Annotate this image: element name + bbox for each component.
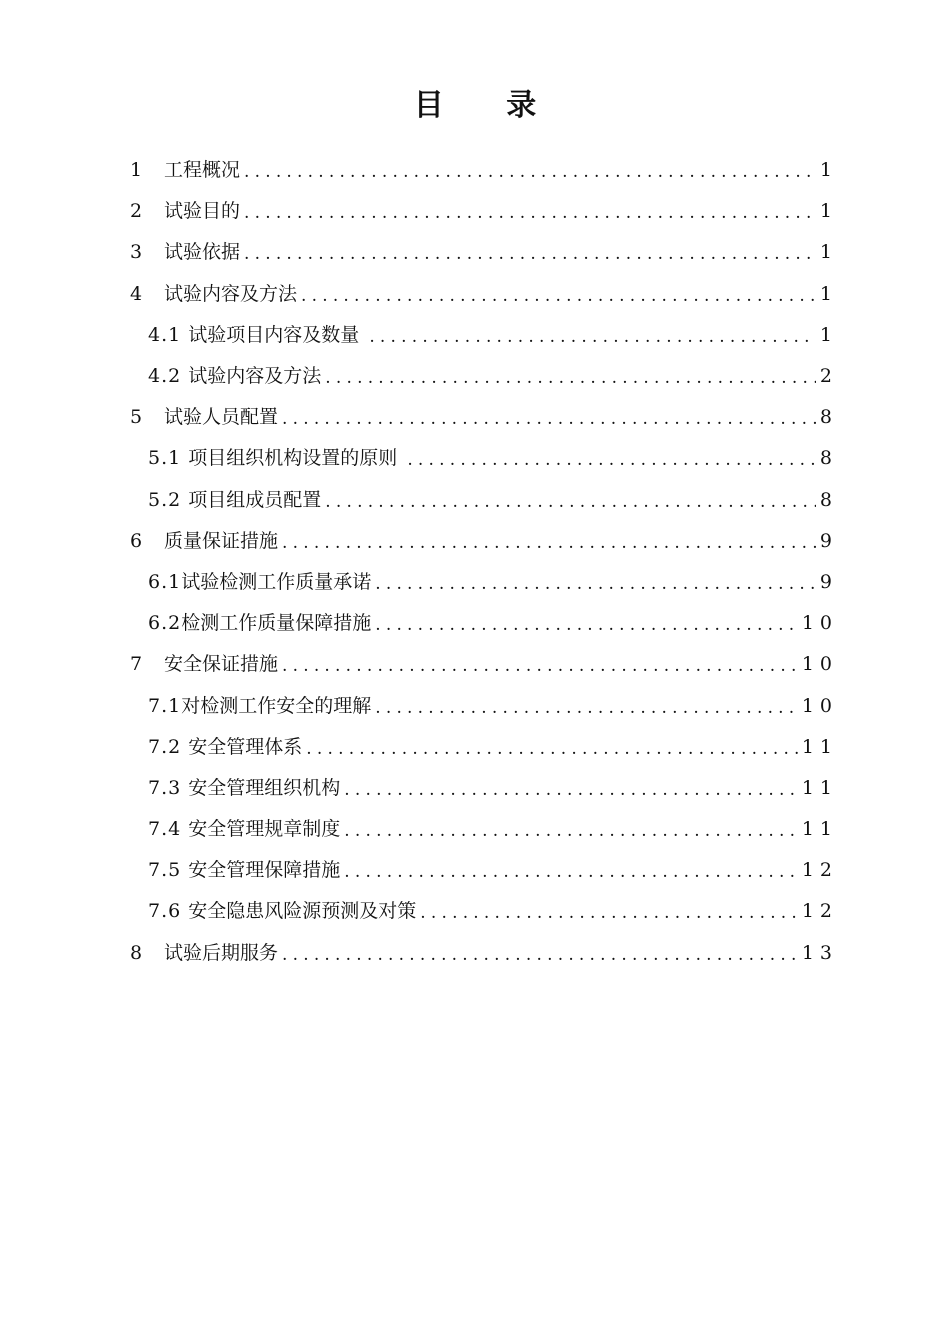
toc-entry-number: 5.1 [148, 447, 189, 470]
toc-entry-title: 检测工作质量保障措施 [181, 612, 372, 635]
toc-entry-number: 5 [130, 406, 144, 429]
toc-entry-page: 1 [819, 200, 838, 223]
dot-leader [244, 193, 816, 234]
toc-entry-title: 质量保证措施 [164, 529, 279, 552]
dot-leader [282, 523, 816, 564]
toc-entry-page: 12 [801, 900, 838, 923]
toc-entry-number: 7.3 [148, 776, 189, 799]
toc-entry[interactable] [0, 644, 950, 685]
toc-entry-number: 7.1 [148, 694, 182, 717]
toc-entry-title: 试验内容及方法 [188, 365, 322, 388]
toc-entry[interactable] [0, 480, 950, 521]
toc-entry-page: 11 [801, 735, 838, 758]
toc-entry-page: 9 [819, 529, 838, 552]
toc-entry-page: 11 [801, 776, 838, 799]
toc-entry-number: 5.2 [148, 488, 189, 511]
toc-entry-title: 项目组织机构设置的原则 [188, 447, 404, 470]
toc-entry[interactable] [0, 933, 950, 974]
toc-entry-title: 安全管理规章制度 [188, 818, 341, 841]
toc-entry-page: 8 [819, 488, 838, 511]
toc-entry-page: 1 [819, 323, 838, 346]
toc-entry[interactable] [0, 768, 950, 809]
dot-leader [282, 646, 798, 687]
toc-entry[interactable] [0, 891, 950, 932]
toc-entry[interactable] [0, 191, 950, 232]
toc-entry-number: 7.4 [148, 818, 189, 841]
toc-entry-number: 6 [130, 529, 144, 552]
toc-entry[interactable] [0, 850, 950, 891]
toc-entry-page: 1 [819, 282, 838, 305]
dot-leader [325, 482, 816, 523]
toc-entry-title: 工程概况 [164, 159, 241, 182]
dot-leader [344, 811, 798, 852]
toc-entry-title: 试验检测工作质量承诺 [181, 570, 372, 593]
toc-entry-page: 10 [801, 653, 838, 676]
toc-entry-number: 8 [130, 941, 144, 964]
toc-entry-title: 试验人员配置 [164, 406, 279, 429]
toc-entry[interactable] [0, 150, 950, 191]
dot-leader [301, 276, 816, 317]
toc-entry[interactable] [0, 562, 950, 603]
dot-leader [420, 893, 798, 934]
toc-entry-number: 6.1 [148, 570, 182, 593]
toc-entry-number: 7 [130, 653, 144, 676]
dot-leader [306, 729, 798, 770]
toc-entry-title: 安全隐患风险源预测及对策 [188, 900, 417, 923]
toc-entry-title: 安全保证措施 [164, 653, 279, 676]
dot-leader [282, 399, 816, 440]
toc-entry-number: 4.2 [148, 365, 189, 388]
toc-entry-page: 1 [819, 159, 838, 182]
toc-entry-number: 6.2 [148, 612, 182, 635]
toc-entry-page: 11 [801, 818, 838, 841]
toc-list [0, 150, 950, 974]
dot-leader [325, 358, 816, 399]
toc-entry[interactable] [0, 727, 950, 768]
dot-leader [244, 152, 816, 193]
toc-entry-number: 7.6 [148, 900, 189, 923]
toc-entry-title: 试验项目内容及数量 [188, 323, 366, 346]
toc-entry[interactable] [0, 274, 950, 315]
toc-entry[interactable] [0, 685, 950, 726]
toc-entry-page: 8 [819, 406, 838, 429]
toc-entry-page: 9 [819, 570, 838, 593]
toc-entry-page: 10 [801, 612, 838, 635]
toc-entry-page: 1 [819, 241, 838, 264]
toc-entry-title: 安全管理体系 [188, 735, 303, 758]
toc-entry-title: 项目组成员配置 [188, 488, 322, 511]
toc-entry-page: 8 [819, 447, 838, 470]
toc-entry[interactable] [0, 315, 950, 356]
toc-entry-page: 2 [819, 365, 838, 388]
toc-entry[interactable] [0, 809, 950, 850]
dot-leader [344, 770, 798, 811]
toc-entry-title: 试验内容及方法 [164, 282, 298, 305]
toc-entry-title: 对检测工作安全的理解 [181, 694, 372, 717]
toc-entry-number: 4.1 [148, 323, 189, 346]
toc-entry-number: 1 [130, 159, 144, 182]
toc-entry[interactable] [0, 356, 950, 397]
toc-entry-number: 7.2 [148, 735, 189, 758]
toc-entry-number: 2 [130, 200, 144, 223]
dot-leader [244, 234, 816, 275]
toc-entry-number: 7.5 [148, 859, 189, 882]
toc-entry-title: 安全管理组织机构 [188, 776, 341, 799]
dot-leader [375, 688, 798, 729]
dot-leader [375, 605, 798, 646]
toc-entry[interactable] [0, 521, 950, 562]
toc-title: 目 录 [413, 88, 563, 123]
toc-entry-title: 试验依据 [164, 241, 241, 264]
toc-entry[interactable] [0, 603, 950, 644]
toc-entry-title: 试验目的 [164, 200, 241, 223]
toc-entry-number: 4 [130, 282, 144, 305]
dot-leader [369, 317, 816, 358]
toc-entry-page: 12 [801, 859, 838, 882]
toc-entry[interactable] [0, 438, 950, 479]
toc-entry-title: 试验后期服务 [164, 941, 279, 964]
dot-leader [407, 440, 816, 481]
toc-entry-page: 13 [801, 941, 838, 964]
dot-leader [344, 852, 798, 893]
dot-leader [282, 935, 798, 976]
toc-entry-number: 3 [130, 241, 144, 264]
toc-entry[interactable] [0, 397, 950, 438]
toc-entry-title: 安全管理保障措施 [188, 859, 341, 882]
toc-entry[interactable] [0, 232, 950, 273]
dot-leader [375, 564, 816, 605]
toc-entry-page: 10 [801, 694, 838, 717]
